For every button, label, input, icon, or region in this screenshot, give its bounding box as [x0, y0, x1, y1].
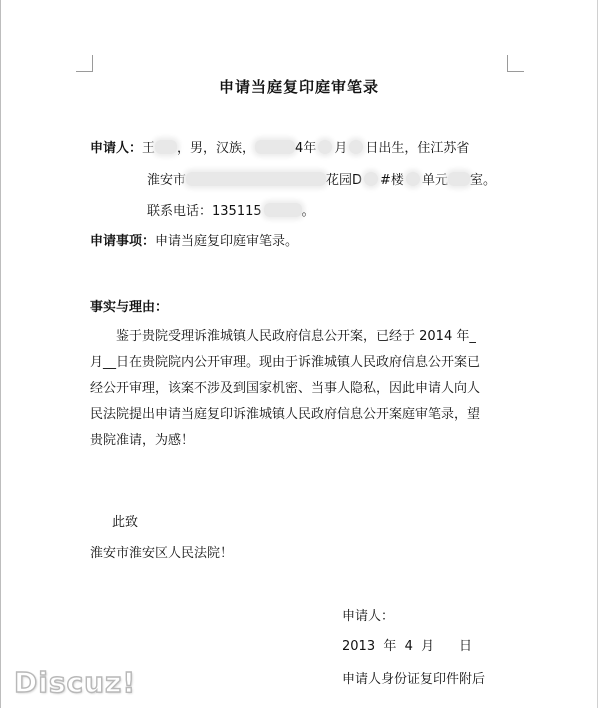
- addressee: 淮安市淮安区人民法院！: [90, 546, 234, 561]
- facts-line-3: 经公开审理，该案不涉及到国家机密、当事人隐私，因此申请人向人: [90, 381, 481, 396]
- applicant-birth-month-suffix: 月: [334, 141, 348, 156]
- applicant-line-1: [90, 140, 469, 158]
- applicant-gender-ethnicity: ，男，汉族，: [177, 141, 256, 156]
- redaction-birth-day: [349, 140, 363, 154]
- phone-number-visible: 135115: [212, 204, 262, 219]
- facts-line-4: 民法院提出申请当庭复印诉淮城镇人民政府信息公开案庭审笔录，望: [90, 407, 481, 422]
- applicant-birth-year-suffix: 4年: [295, 141, 317, 156]
- facts-line-2: 月__日在贵院院内公开审理。现由于诉淮城镇人民政府信息公开案已: [90, 355, 481, 370]
- redaction-building: [364, 172, 378, 186]
- facts-line-5: 贵院准请，为感！: [90, 433, 195, 448]
- applicant-label: 申请人：: [90, 141, 143, 156]
- phone-label: 联系电话：: [147, 204, 213, 219]
- signature-date: 2013 年 4 月 日: [342, 639, 472, 654]
- phone-suffix: 。: [301, 204, 315, 219]
- discuz-watermark: Discuz!: [14, 666, 137, 699]
- address-garden: 花园D: [326, 173, 363, 188]
- address-building-suffix: #楼: [380, 173, 404, 188]
- request-label: 申请事项：: [90, 234, 156, 249]
- redaction-room: [448, 172, 470, 186]
- facts-paragraph: [90, 324, 516, 454]
- signature-label: 申请人：: [342, 609, 395, 624]
- redaction-name: [155, 140, 177, 154]
- redaction-phone: [264, 203, 302, 217]
- applicant-phone-line: [147, 203, 315, 221]
- applicant-birth-residence: 日出生，住江苏省: [365, 141, 470, 156]
- applicant-name-start: 王: [142, 141, 156, 156]
- redaction-address: [186, 172, 326, 186]
- redaction-birth-year: [255, 140, 295, 154]
- crop-mark-top-right: [507, 55, 524, 72]
- attachment-note: 申请人身份证复印件附后: [342, 672, 486, 687]
- applicant-line-2: [147, 172, 496, 190]
- request-text: 申请当庭复印庭审笔录。: [155, 234, 299, 249]
- request-line: [90, 233, 298, 251]
- address-room-suffix: 室。: [469, 173, 496, 188]
- address-unit-suffix: 单元: [421, 173, 448, 188]
- facts-heading: 事实与理由：: [90, 300, 169, 315]
- closing-greeting: 此致: [112, 515, 139, 530]
- redaction-unit: [406, 172, 420, 186]
- address-city: 淮安市: [147, 173, 187, 188]
- document-title: 申请当庭复印庭审笔录: [218, 78, 379, 96]
- page-left-edge: [0, 0, 1, 708]
- crop-mark-top-left: [76, 55, 93, 72]
- redaction-birth-month: [318, 140, 332, 154]
- facts-line-1: 鉴于贵院受理诉淮城镇人民政府信息公开案，已经于 2014 年_: [90, 329, 476, 344]
